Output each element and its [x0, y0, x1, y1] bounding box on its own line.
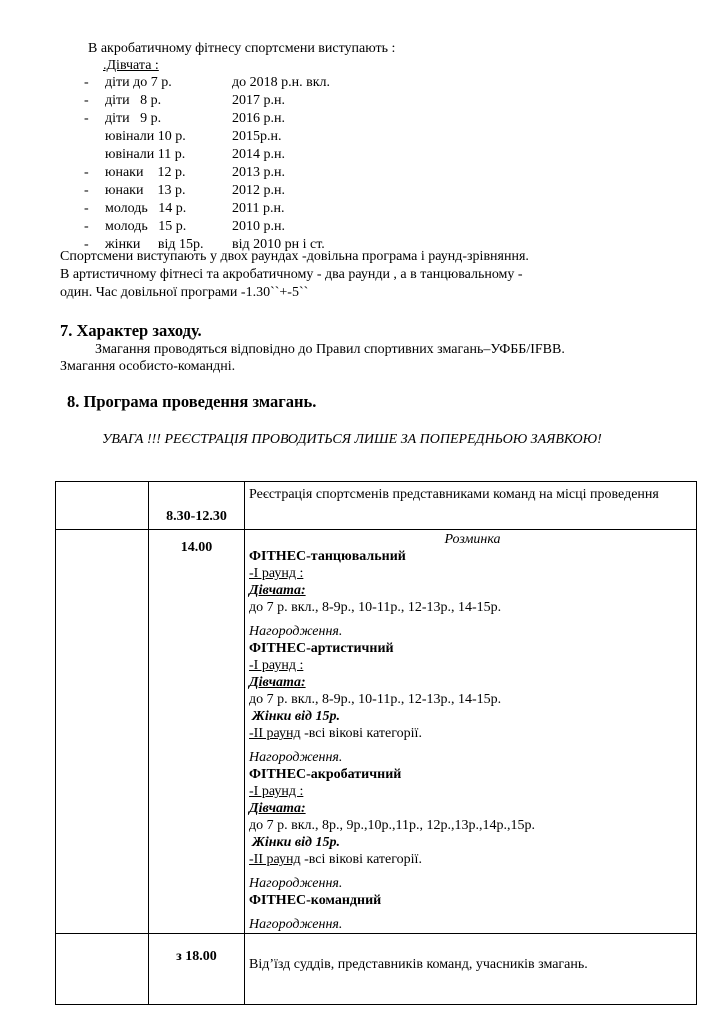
row3-time: з 18.00 — [149, 934, 245, 1005]
category-year: 2010 р.н. — [232, 219, 285, 234]
section7-title: 7. Характер заходу. — [60, 321, 202, 340]
schedule-row-registration — [56, 482, 697, 530]
section7-line-2: Змагання особисто-командні. — [60, 359, 236, 374]
dance-title: ФІТНЕС-танцювальний — [249, 549, 406, 564]
category-group: діти 8 р. — [105, 93, 162, 108]
category-year: 2016 р.н. — [232, 111, 285, 126]
category-group: діти 9 р. — [105, 111, 162, 126]
girls-label: .Дівчата : — [103, 58, 159, 73]
artistic-round1: -І раунд : — [249, 658, 304, 673]
artistic-women: Жінки від 15р. — [252, 709, 340, 724]
section7-line-1: Змагання проводяться відповідно до Правил спортивних змагань–УФББ/IFBB. — [95, 342, 565, 357]
acro-award: Нагородження. — [249, 876, 343, 891]
registration-text: Реєстрація спортсменів представниками команд на місці проведення — [249, 487, 659, 502]
acro-women: Жінки від 15р. — [252, 835, 340, 850]
row2-time: 14.00 — [149, 530, 245, 934]
warmup-label: Розминка — [444, 532, 501, 547]
category-year: 2013 р.н. — [232, 165, 285, 180]
category-year: 2015р.н. — [232, 129, 282, 144]
departure-text: Від’їзд суддів, представників команд, учасників змагань. — [249, 957, 588, 972]
intro-line: В акробатичному фітнесу спортсмени виступають : — [88, 41, 396, 56]
category-group: діти до 7 р. — [105, 75, 172, 90]
category-group: молодь 14 р. — [105, 201, 187, 216]
acro-round2-line — [249, 851, 696, 868]
category-dash: - — [84, 201, 89, 216]
acro-round1: -І раунд : — [249, 784, 304, 799]
row2-program — [245, 530, 697, 934]
row2-empty-cell — [56, 530, 149, 934]
artistic-girls: Дівчата: — [249, 675, 306, 690]
category-group: молодь 15 р. — [105, 219, 187, 234]
row1-time: 8.30-12.30 — [149, 482, 245, 530]
team-award: Нагородження. — [249, 917, 343, 932]
team-title: ФІТНЕС-командний — [249, 893, 382, 908]
row3-empty-cell — [56, 934, 149, 1005]
category-group: жінки від 15р. — [105, 237, 204, 252]
category-dash: - — [84, 237, 89, 252]
section8-title: 8. Програма проведення змагань. — [67, 392, 317, 411]
category-dash: - — [84, 219, 89, 234]
artistic-round2-line — [249, 725, 696, 742]
category-dash: - — [84, 111, 89, 126]
acro-title: ФІТНЕС-акробатичний — [249, 767, 402, 782]
row3-text — [245, 934, 697, 1005]
category-year: 2014 р.н. — [232, 147, 285, 162]
artistic-ages: до 7 р. вкл., 8-9р., 10-11р., 12-13р., 14-15р. — [249, 692, 502, 707]
schedule-row-departure — [56, 934, 697, 1005]
schedule-row-competition — [56, 530, 697, 934]
category-group: юнаки 13 р. — [105, 183, 186, 198]
acro-ages: до 7 р. вкл., 8р., 9р.,10р.,11р., 12р.,13р.,14р.,15р. — [249, 818, 536, 833]
artistic-title: ФІТНЕС-артистичний — [249, 641, 394, 656]
category-year: 2017 р.н. — [232, 93, 285, 108]
category-group: юнаки 12 р. — [105, 165, 186, 180]
dance-round1: -І раунд : — [249, 566, 304, 581]
category-dash: - — [84, 165, 89, 180]
category-dash: - — [84, 75, 89, 90]
rounds-line-1: Спортсмени виступають у двох раундах -довільна програма і раунд-зрівняння. — [60, 249, 529, 264]
category-year: до 2018 р.н. вкл. — [232, 75, 331, 90]
dance-ages: до 7 р. вкл., 8-9р., 10-11р., 12-13р., 14-15р. — [249, 600, 502, 615]
category-year: 2012 р.н. — [232, 183, 285, 198]
category-dash: - — [84, 93, 89, 108]
schedule-table — [55, 481, 697, 1005]
acro-round2-rest: -всі вікові категорії. — [300, 852, 422, 867]
artistic-award: Нагородження. — [249, 750, 343, 765]
category-group: ювінали 11 р. — [105, 147, 186, 162]
dance-girls: Дівчата: — [249, 583, 306, 598]
category-dash: - — [84, 183, 89, 198]
dance-award: Нагородження. — [249, 624, 343, 639]
artistic-round2-rest: -всі вікові категорії. — [300, 726, 422, 741]
rounds-line-3: один. Час довільної програми -1.30``+-5`` — [60, 285, 309, 300]
category-group: ювінали 10 р. — [105, 129, 186, 144]
row1-empty-cell — [56, 482, 149, 530]
acro-girls: Дівчата: — [249, 801, 306, 816]
category-year: від 2010 рн і ст. — [232, 237, 325, 252]
row1-text — [245, 482, 697, 530]
category-year: 2011 р.н. — [232, 201, 285, 216]
acro-round2: -ІІ раунд — [249, 852, 301, 867]
rounds-line-2: В артистичному фітнесі та акробатичному - два раунди , а в танцювальному - — [60, 267, 523, 282]
registration-warning: УВАГА !!! РЕЄСТРАЦІЯ ПРОВОДИТЬСЯ ЛИШЕ ЗА ПОПЕРЕДНЬОЮ ЗАЯВКОЮ! — [102, 432, 602, 447]
artistic-round2: -ІІ раунд — [249, 726, 301, 741]
